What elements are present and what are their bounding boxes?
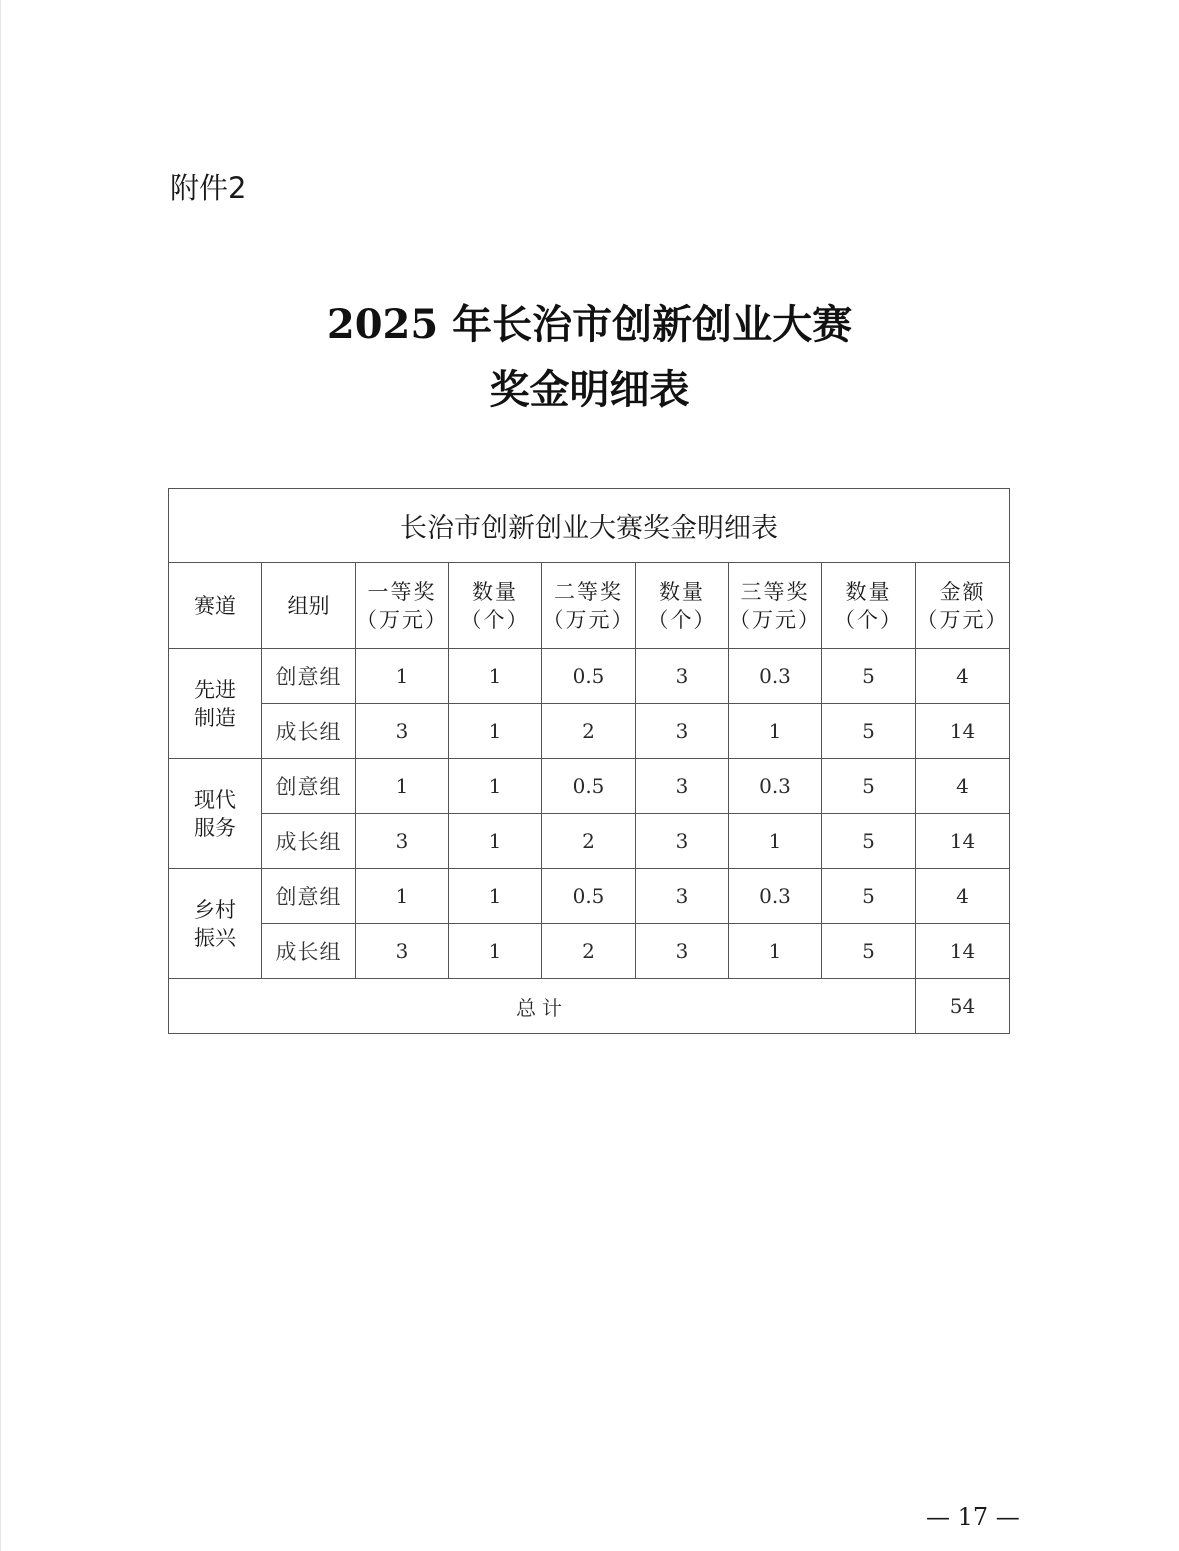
header-amount: 金额 （万元） [916, 563, 1010, 649]
value-cell: 5 [822, 924, 916, 979]
table-caption: 长治市创新创业大赛奖金明细表 [169, 489, 1010, 563]
value-cell: 1 [729, 704, 822, 759]
value-cell: 0.3 [729, 649, 822, 704]
value-cell: 1 [729, 814, 822, 869]
group-cell: 创意组 [262, 759, 356, 814]
value-cell: 4 [916, 649, 1010, 704]
document-title-line2: 奖金明细表 [489, 366, 690, 413]
value-cell: 1 [449, 924, 542, 979]
value-cell: 4 [916, 759, 1010, 814]
attachment-label: 附件2 [170, 171, 247, 205]
table-row [169, 704, 1010, 759]
table-row [169, 924, 1010, 979]
prize-table [168, 488, 1010, 1034]
total-value: 54 [916, 979, 1010, 1034]
value-cell: 0.5 [542, 869, 636, 924]
table-row [169, 759, 1010, 814]
value-cell: 0.5 [542, 649, 636, 704]
value-cell: 14 [916, 704, 1010, 759]
group-cell: 成长组 [262, 704, 356, 759]
group-cell: 成长组 [262, 924, 356, 979]
value-cell: 5 [822, 814, 916, 869]
value-cell: 3 [356, 704, 449, 759]
value-cell: 5 [822, 649, 916, 704]
group-cell: 创意组 [262, 869, 356, 924]
value-cell: 3 [636, 759, 729, 814]
table-row [169, 869, 1010, 924]
header-first-prize: 一等奖 （万元） [356, 563, 449, 649]
header-third-count: 数量 （个） [822, 563, 916, 649]
table-row [169, 814, 1010, 869]
track-cell: 乡村 振兴 [169, 869, 262, 979]
header-third-prize: 三等奖 （万元） [729, 563, 822, 649]
value-cell: 2 [542, 704, 636, 759]
track-cell: 现代 服务 [169, 759, 262, 869]
page-number: — 17 — [926, 1503, 1020, 1531]
header-group: 组别 [262, 563, 356, 649]
value-cell: 1 [449, 759, 542, 814]
value-cell: 14 [916, 814, 1010, 869]
header-second-count: 数量 （个） [636, 563, 729, 649]
total-row [169, 979, 1010, 1034]
value-cell: 0.3 [729, 759, 822, 814]
value-cell: 0.3 [729, 869, 822, 924]
value-cell: 5 [822, 759, 916, 814]
value-cell: 3 [636, 869, 729, 924]
value-cell: 14 [916, 924, 1010, 979]
value-cell: 5 [822, 869, 916, 924]
value-cell: 0.5 [542, 759, 636, 814]
value-cell: 5 [822, 704, 916, 759]
total-label: 总计 [169, 979, 916, 1034]
group-cell: 创意组 [262, 649, 356, 704]
header-track: 赛道 [169, 563, 262, 649]
document-title-line1: 2025 年长治市创新创业大赛 [326, 301, 853, 348]
value-cell: 1 [356, 869, 449, 924]
header-second-prize: 二等奖 （万元） [542, 563, 636, 649]
value-cell: 3 [356, 924, 449, 979]
value-cell: 1 [449, 869, 542, 924]
value-cell: 1 [449, 649, 542, 704]
value-cell: 4 [916, 869, 1010, 924]
track-cell: 先进 制造 [169, 649, 262, 759]
value-cell: 1 [356, 759, 449, 814]
value-cell: 3 [636, 704, 729, 759]
header-first-count: 数量 （个） [449, 563, 542, 649]
value-cell: 1 [449, 814, 542, 869]
value-cell: 1 [449, 704, 542, 759]
group-cell: 成长组 [262, 814, 356, 869]
table-row [169, 649, 1010, 704]
value-cell: 2 [542, 814, 636, 869]
value-cell: 3 [636, 649, 729, 704]
value-cell: 3 [636, 814, 729, 869]
value-cell: 3 [356, 814, 449, 869]
value-cell: 3 [636, 924, 729, 979]
value-cell: 1 [729, 924, 822, 979]
value-cell: 2 [542, 924, 636, 979]
value-cell: 1 [356, 649, 449, 704]
table-header-row [169, 563, 1010, 649]
